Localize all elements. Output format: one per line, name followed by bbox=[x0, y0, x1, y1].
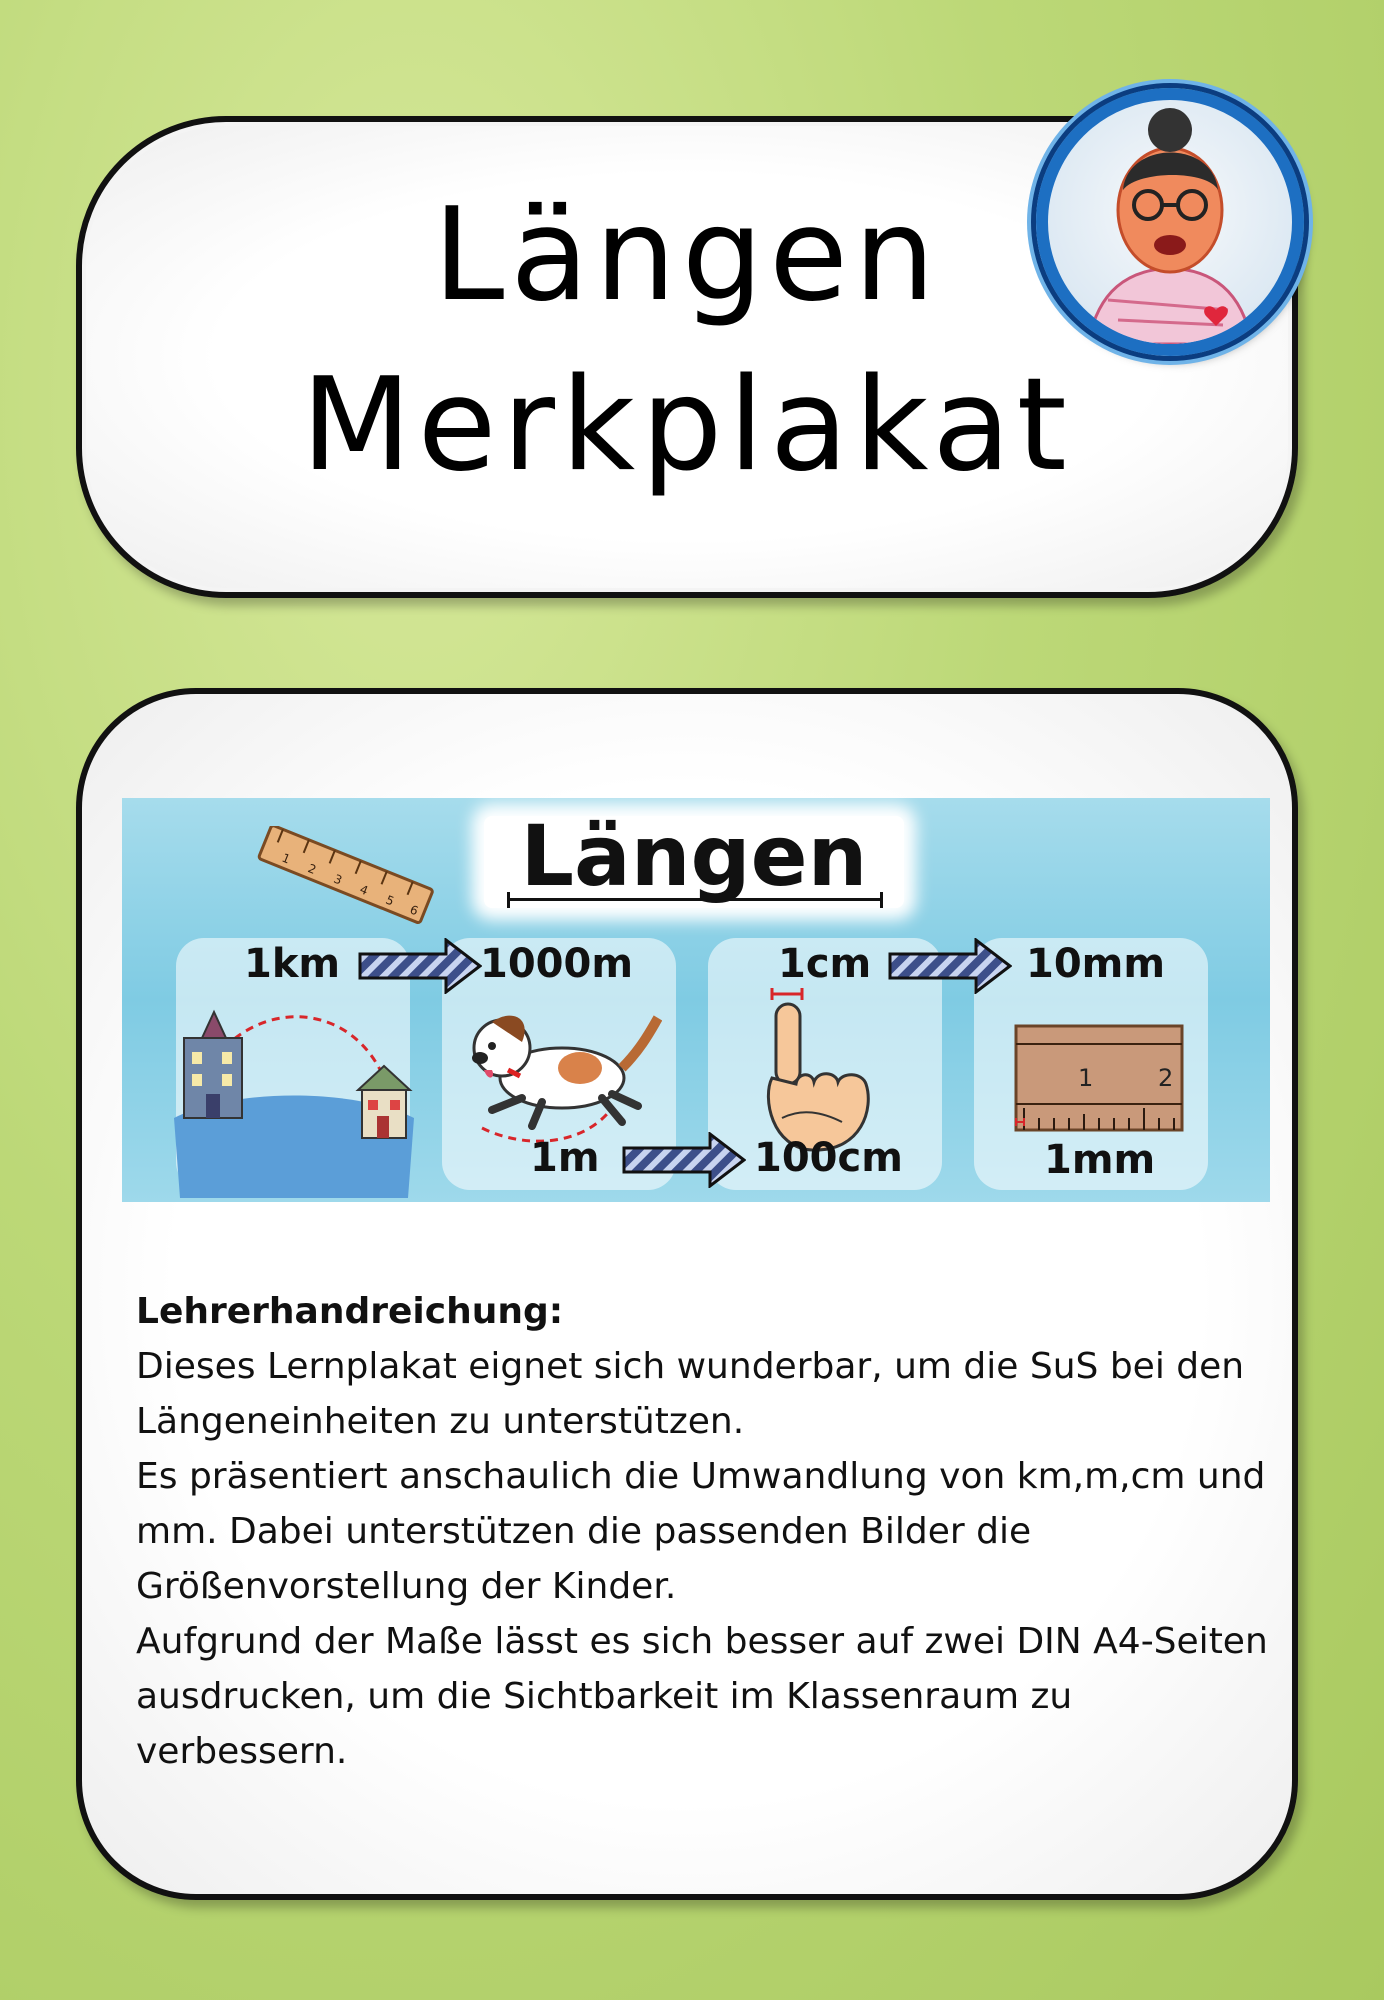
wooden-ruler-number: 6 bbox=[407, 902, 421, 919]
author-avatar bbox=[1036, 88, 1304, 356]
ruler-number: 2 bbox=[1158, 1064, 1174, 1092]
finger-icon bbox=[762, 988, 882, 1158]
teacher-notes bbox=[136, 1284, 1276, 1779]
unit-1km: 1km bbox=[244, 941, 341, 987]
ruler-number: 1 bbox=[1078, 1064, 1094, 1092]
wooden-ruler-number: 1 bbox=[279, 850, 293, 867]
running-dog-icon bbox=[462, 998, 662, 1148]
arrow-m-to-cm-icon bbox=[622, 1132, 746, 1188]
unit-1mm: 1mm bbox=[1044, 1137, 1156, 1183]
wooden-ruler-number: 5 bbox=[383, 892, 397, 909]
wooden-ruler-number: 4 bbox=[357, 882, 371, 899]
unit-10mm: 10mm bbox=[1026, 941, 1166, 987]
wooden-ruler-icon bbox=[250, 826, 440, 926]
teacher-notes-paragraph: Es präsentiert anschaulich die Umwandlung von km,m,cm und mm. Dabei unterstützen die passenden Bilder die Größenvorstellung der Kinder. bbox=[136, 1456, 1266, 1607]
unit-100cm: 100cm bbox=[754, 1135, 903, 1181]
poster-title-underline bbox=[507, 898, 883, 901]
unit-1000m: 1000m bbox=[480, 941, 634, 987]
wooden-ruler-number: 2 bbox=[305, 861, 319, 878]
title-line-2: Merkplakat bbox=[301, 351, 1073, 500]
teacher-notes-heading: Lehrerhandreichung: bbox=[136, 1291, 564, 1332]
title-line-1: Längen bbox=[433, 181, 941, 330]
unit-1cm: 1cm bbox=[778, 941, 872, 987]
main-card bbox=[76, 688, 1298, 1900]
ruler-closeup-icon bbox=[1014, 1024, 1184, 1134]
houses-lake-icon bbox=[174, 1008, 414, 1198]
arrow-km-to-m-icon bbox=[358, 938, 482, 994]
teacher-notes-paragraph: Dieses Lernplakat eignet sich wunderbar, um die SuS bei den Längeneinheiten zu unterstützen. bbox=[136, 1346, 1245, 1442]
poster-title: Längen bbox=[520, 807, 868, 905]
arrow-cm-to-mm-icon bbox=[888, 938, 1012, 994]
avatar-drawing-icon bbox=[1048, 100, 1292, 344]
teacher-notes-paragraph: Aufgrund der Maße lässt es sich besser auf zwei DIN A4-Seiten ausdrucken, um die Sichtbarkeit im Klassenraum zu verbessern. bbox=[136, 1621, 1268, 1772]
wooden-ruler-number: 3 bbox=[331, 871, 345, 888]
unit-1m: 1m bbox=[530, 1135, 600, 1181]
length-poster bbox=[122, 798, 1270, 1202]
